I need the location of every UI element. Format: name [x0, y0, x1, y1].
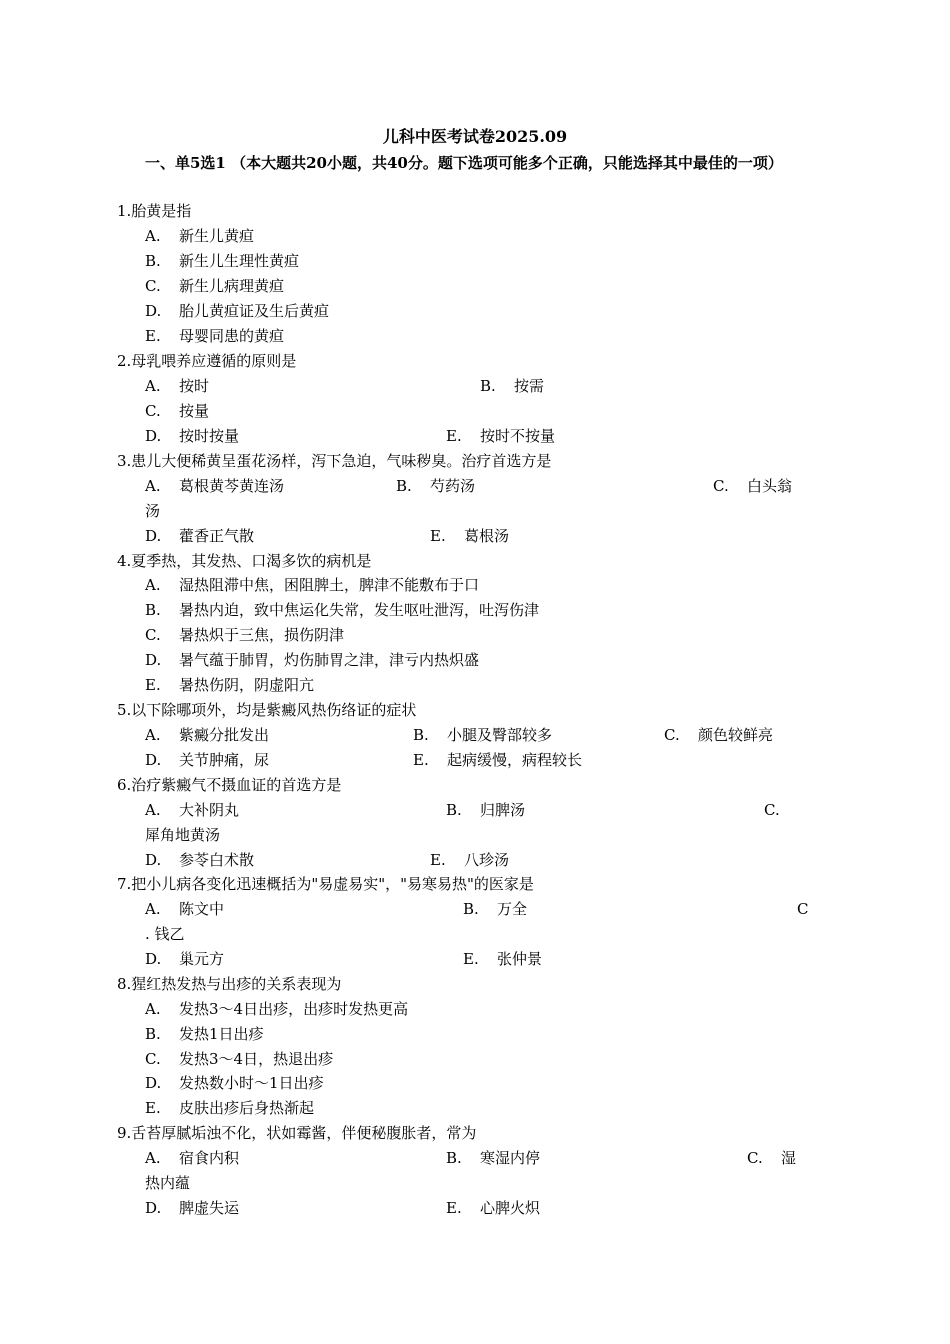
question-1-stem: 1.胎黄是指 [117, 202, 192, 220]
q7-option-b: B. 万全 [463, 900, 528, 918]
q6-option-e: E. 八珍汤 [430, 851, 510, 869]
q5-option-e: E. 起病缓慢，病程较长 [413, 751, 583, 769]
q2-option-e: E. 按时不按量 [446, 427, 556, 445]
q4-option-b: B. 暑热内迫，致中焦运化失常，发生呕吐泄泻，吐泻伤津 [145, 601, 540, 619]
q3-option-b: B. 芍药汤 [396, 477, 476, 495]
question-2-stem: 2.母乳喂养应遵循的原则是 [117, 352, 297, 370]
q6-option-b: B. 归脾汤 [446, 801, 526, 819]
q8-option-c: C. 发热3～4日，热退出疹 [145, 1050, 334, 1068]
q1-option-e: E. 母婴同患的黄疸 [145, 327, 285, 345]
q3-option-d: D. 藿香正气散 [145, 527, 255, 545]
exam-title: 儿科中医考试卷2025.09 [382, 127, 568, 146]
q9-option-d: D. 脾虚失运 [145, 1199, 240, 1217]
q9-option-e: E. 心脾火炽 [446, 1199, 541, 1217]
q6-option-a: A. 大补阴丸 [145, 801, 240, 819]
q1-option-c: C. 新生儿病理黄疸 [145, 277, 285, 295]
question-5-stem: 5.以下除哪项外，均是紫癜风热伤络证的症状 [117, 701, 417, 719]
q8-option-b: B. 发热1日出疹 [145, 1025, 264, 1043]
q4-option-a: A. 湿热阻滞中焦，困阻脾土，脾津不能敷布于口 [145, 576, 480, 594]
q3-option-e: E. 葛根汤 [430, 527, 510, 545]
q7-option-d: D. 巢元方 [145, 950, 225, 968]
q3-option-a: A. 葛根黄芩黄连汤 [145, 477, 285, 495]
q7-option-a: A. 陈文中 [145, 900, 225, 918]
q1-option-d: D. 胎儿黄疸证及生后黄疸 [145, 302, 330, 320]
q5-option-d: D. 关节肿痛，尿 [145, 751, 270, 769]
q2-option-b: B. 按需 [480, 377, 545, 395]
q1-option-a: A. 新生儿黄疸 [145, 227, 255, 245]
question-3-stem: 3.患儿大便稀黄呈蛋花汤样，泻下急迫，气味秽臭。治疗首选方是 [117, 452, 552, 470]
question-8-stem: 8.猩红热发热与出疹的关系表现为 [117, 975, 342, 993]
q8-option-d: D. 发热数小时～1日出疹 [145, 1074, 324, 1092]
q7-option-c: C [797, 900, 809, 918]
q9-option-b: B. 寒湿内停 [446, 1149, 541, 1167]
q7-option-c-continuation: . 钱乙 [145, 925, 185, 943]
q9-option-a: A. 宿食内积 [145, 1149, 240, 1167]
question-7-stem: 7.把小儿病各变化迅速概括为"易虚易实"，"易寒易热"的医家是 [117, 875, 534, 893]
q4-option-e: E. 暑热伤阴，阴虚阳亢 [145, 676, 315, 694]
q3-option-c-continuation: 汤 [145, 502, 161, 520]
question-6-stem: 6.治疗紫癜气不摄血证的首选方是 [117, 776, 342, 794]
question-9-stem: 9.舌苔厚腻垢浊不化，状如霉酱，伴便秘腹胀者，常为 [117, 1124, 477, 1142]
q9-option-c-continuation: 热内蕴 [145, 1174, 191, 1192]
q5-option-a: A. 紫癜分批发出 [145, 726, 270, 744]
question-4-stem: 4.夏季热，其发热、口渴多饮的病机是 [117, 552, 372, 570]
q4-option-d: D. 暑气蕴于肺胃，灼伤肺胃之津，津亏内热炽盛 [145, 651, 480, 669]
q4-option-c: C. 暑热炽于三焦，损伤阴津 [145, 626, 345, 644]
q9-option-c: C. 湿 [747, 1149, 797, 1167]
q6-option-c-continuation: 犀角地黄汤 [145, 826, 221, 844]
q8-option-e: E. 皮肤出疹后身热渐起 [145, 1099, 315, 1117]
q8-option-a: A. 发热3～4日出疹，出疹时发热更高 [145, 1000, 409, 1018]
q6-option-c: C. [764, 801, 780, 819]
q5-option-b: B. 小腿及臀部较多 [413, 726, 553, 744]
q2-option-c: C. 按量 [145, 402, 210, 420]
q5-option-c: C. 颜色较鲜亮 [664, 726, 774, 744]
q7-option-e: E. 张仲景 [463, 950, 543, 968]
q1-option-b: B. 新生儿生理性黄疸 [145, 252, 300, 270]
q6-option-d: D. 参苓白术散 [145, 851, 255, 869]
q3-option-c: C. 白头翁 [713, 477, 793, 495]
q2-option-a: A. 按时 [145, 377, 210, 395]
section-heading: 一、单5选1 （本大题共20小题，共40分。题下选项可能多个正确，只能选择其中最佳的一项） [145, 154, 783, 172]
q2-option-d: D. 按时按量 [145, 427, 240, 445]
